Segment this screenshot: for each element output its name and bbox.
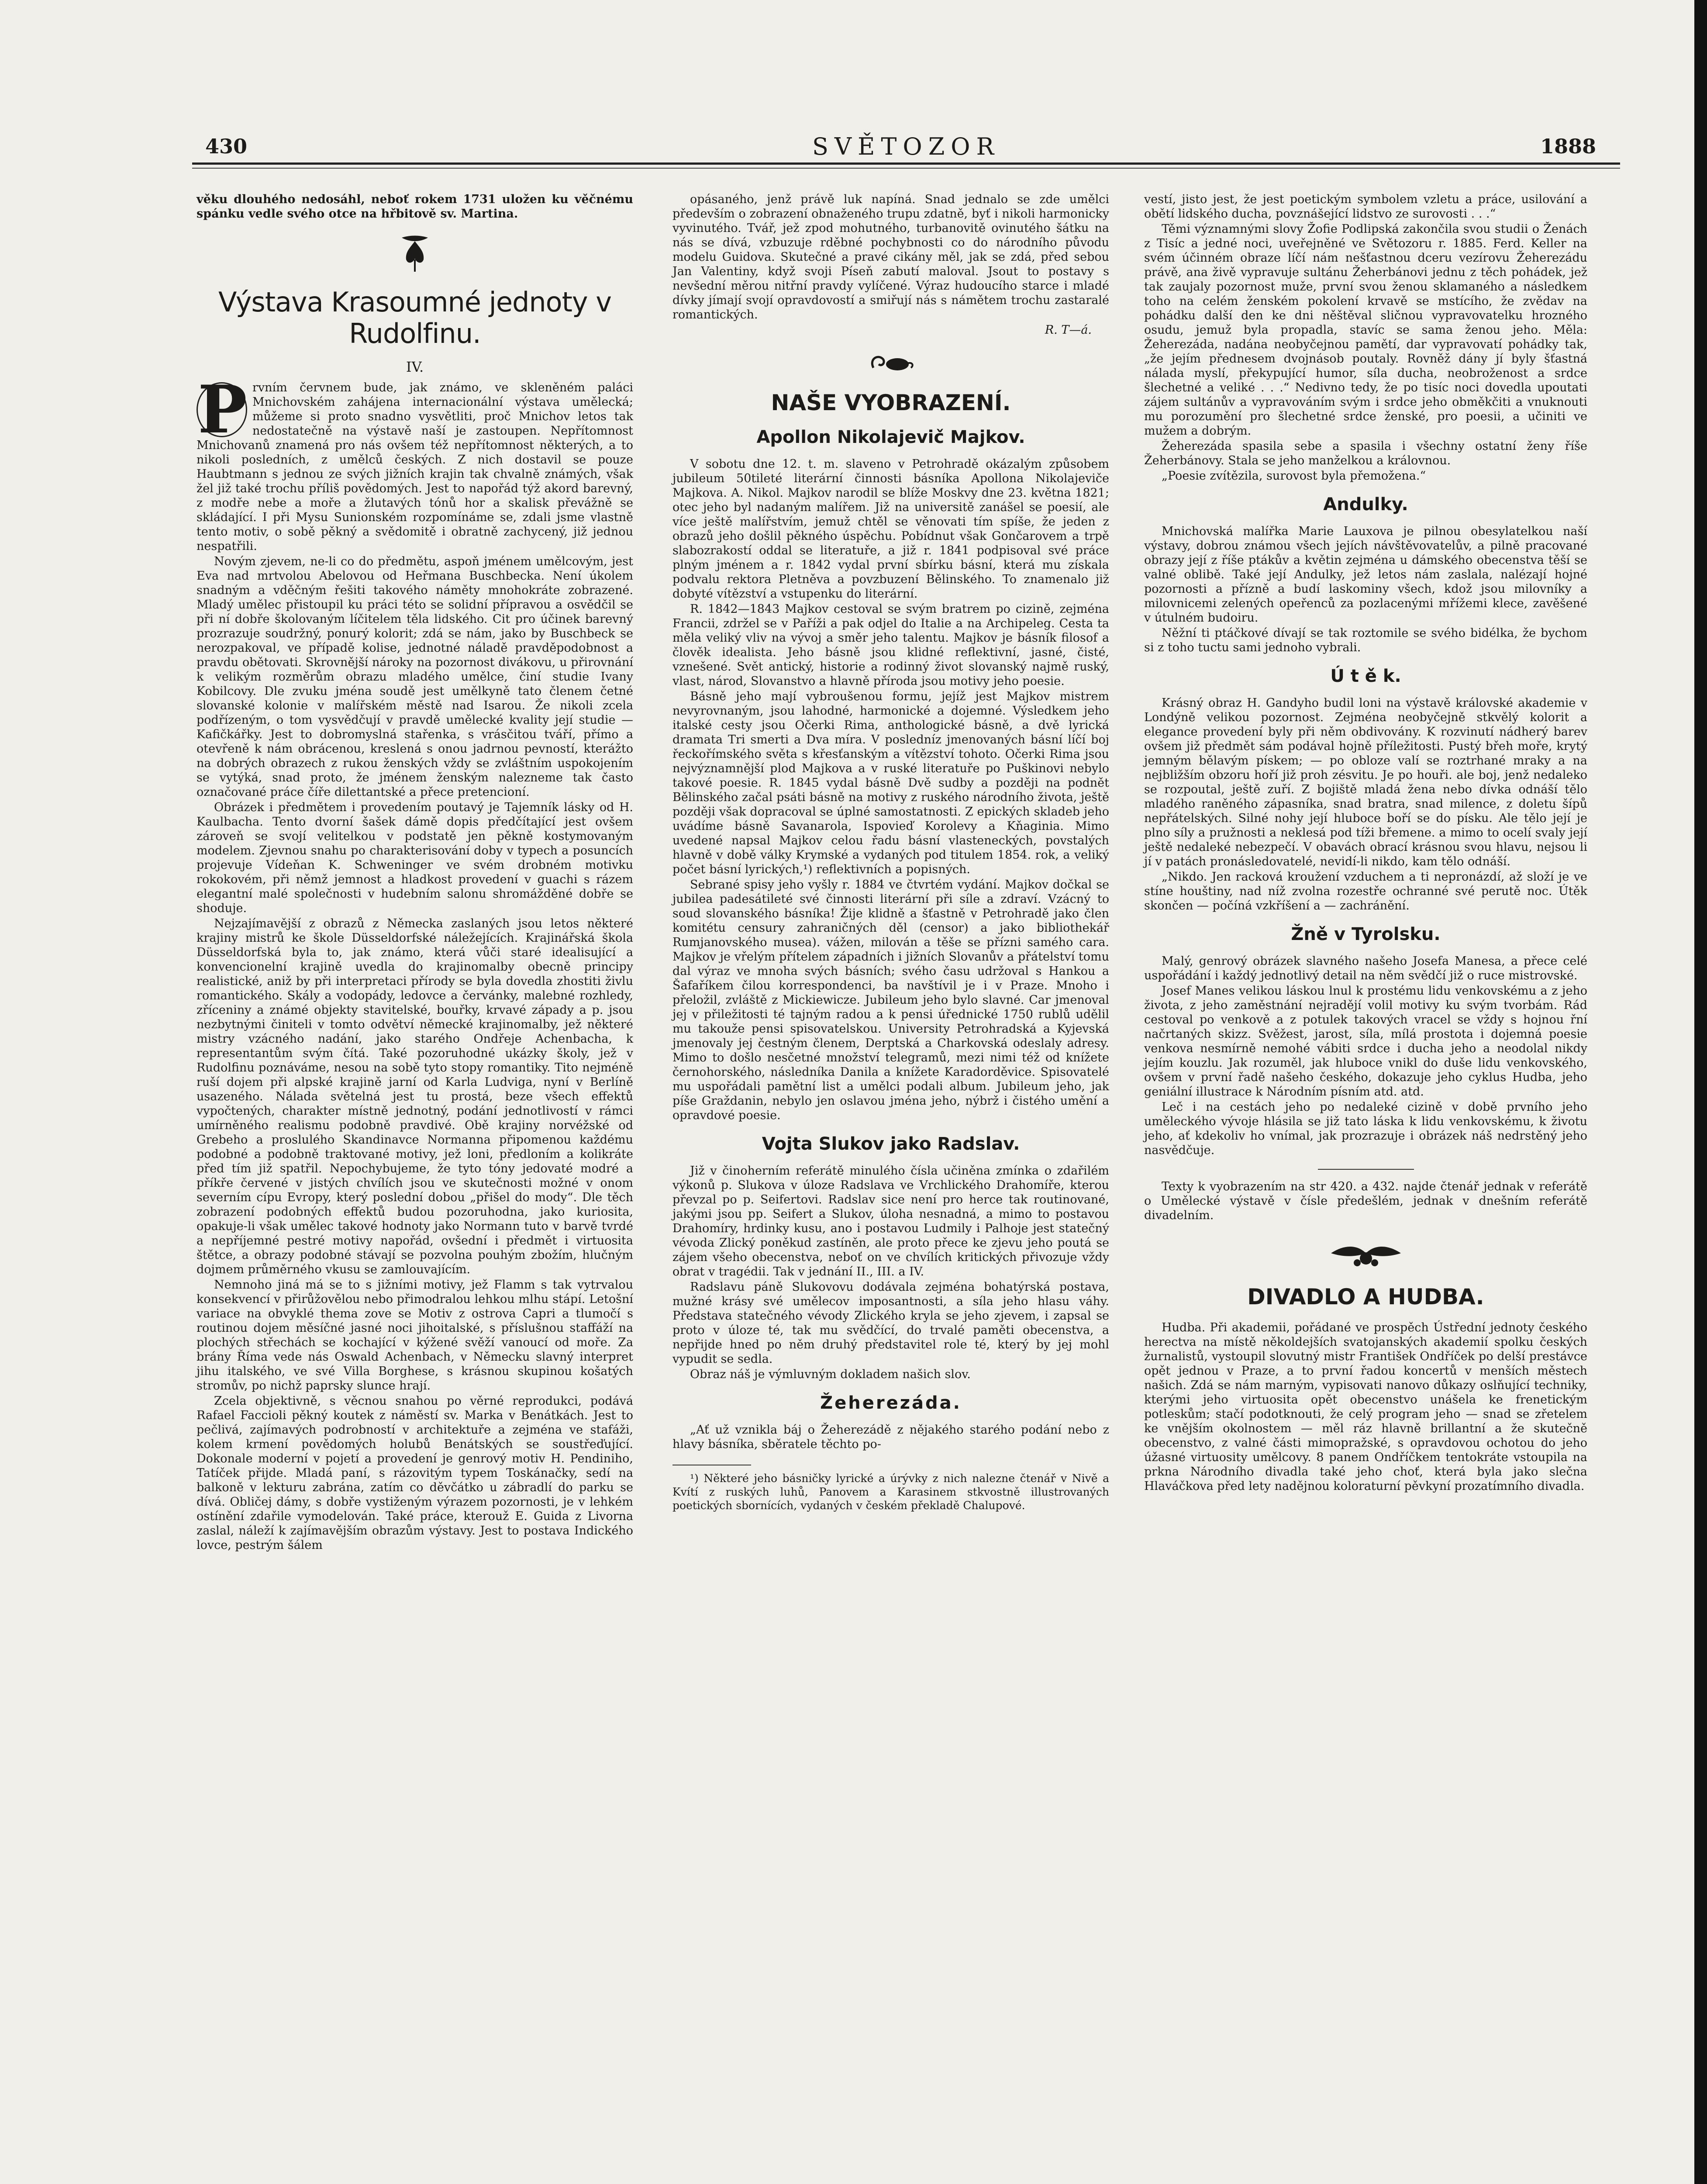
- author-signature: R. T—á.: [1045, 323, 1092, 337]
- paragraph: Básně jeho mají vybroušenou formu, jejíž jest Majkov mistrem nevyrovnaným, jsou lahodné, harmonické a dojemné. Výsledkem jeho italské cesty jsou Očerki Rima, anthologické básně, a dvě lyrická dramata Tri smerti a Dva míra. V posledníz jmenovaných básní líčí boj řeckořímského světa s křesťanským a vítězství tohoto. Očerki Rima jsou nejvýznamnější plod Majkova a v ruské literatuře po Puškinovi nebylo takové poesie. R. 1845 vydal básně Dvě sudby a později na podnět Bělinského začal psáti básně na motivy z ruského národního života, ještě později však dopracoval se úplné samostatnosti. Z epických skladeb jeho uvádíme básně Savanarola, Ispovieď Korolevy a Kňaginia. Mimo uvedené napsal Majkov celou řadu básní vlasteneckých, povstalých hlavně v době války Krymské a vydaných pod titulem 1854. rok, a veliký počet básní lyrických,¹) reflektivních a popisných.: [672, 690, 1109, 876]
- paragraph: Malý, genrový obrázek slavného našeho Josefa Manesa, a přece celé uspořádání i každý jednotlivý detail na něm svědčí již o ruce mistrovské.: [1144, 954, 1587, 982]
- paragraph: vestí, jisto jest, že jest poetickým symbolem vzletu a práce, usilování a obětí lidského ducha, povznášející lidstvo ze surovosti . . .“: [1144, 193, 1587, 221]
- subsection-title: Žeherezáda.: [820, 1393, 962, 1413]
- article-title: Výstava Krasoumné jednoty v Rudolfinu.: [218, 286, 611, 349]
- paragraph: Nejzajímavější z obrazů z Německa zaslaných jsou letos některé krajiny mistrů ke škole Düsseldorfské náležejících. Krajinářská škola Düsseldorfská byla to, jak známo, která vůči staré idealisující a konvencionelní krajině uvedla do krajinomalby obecně principy realistické, aniž by při interpretaci přírody se byla dovedla zhostiti živlu romantického. Skály a vodopády, ledovce a červánky, malebné rozhledy, zříceniny a známé objekty stavitelské, bouřky, krvavé západy a p. jsou nezbytnými činiteli v tomto odvětví německé krajinomalby, jež některé mistry vzácného nadání, jako starého Ondřeje Achenbacha, k representantům svým čítá. Také pozoruhodné ukázky školy, jež v Rudolfinu poznáváme, nesou na sobě tyto stopy romantiky. Tito nejméně ruší dojem při alpské krajině jarní od Karla Ludviga, nyní v Berlíně usazeného. Nálada světelná jest tu prostá, beze všech effektů vypočtených, charakter místně jednotný, podání jednotlivostí v rámci umírněného realismu podobně pravdivé. Obě krajiny norvéžské od Grebeho a proslulého Skandinavce Normanna připomenou každému podobné a podobně traktované motivy, jež loni, předloním a kolikráte před tím již spatřil. Nepochybujeme, že tyto tóny jedovaté modré a příkře červené v jistých chvílích jsou ve skutečnosti možné v onom severním cípu Evropy, který poslední dobou „přišel do mody“. Dle těch zobrazení podobných effektů budou pozoruhodna, jako kuriosita, opakuje-li však umělec takové hodnoty jako Normann tuto v barvě tvrdé a nepříjemné pestré motivy napořád, ovšední i předmět i virtuosita štětce, a obrazy podobné stávají se pozvolna pouhým zbožím, hlučným dojmem průměrného vkusu se zamlouvajícím.: [197, 917, 633, 1276]
- page-number: 430: [205, 135, 248, 158]
- divider: [1318, 1169, 1414, 1170]
- paragraph: Mnichovská malířka Marie Lauxova je pilnou obesylatelkou naší výstavy, dobrou známou všech jejích návštěvovatelův, a pilně pracované obrazy její z říše ptákův a květin zejména u dámského obecenstva těší se valné oblibě. Také její Andulky, jež letos nám zaslala, nalézají hojné pozornosti a přízně a budí laskominy všech, kdož jsou milovníky a milovnicemi zelených opeřenců za pozlacenými mřížemi klece, zavěšené v útulném budoiru.: [1144, 525, 1587, 625]
- section-title: NAŠE VYOBRAZENÍ.: [771, 390, 1011, 415]
- column-left: [197, 192, 633, 1553]
- column-middle: [672, 192, 1109, 1513]
- section-number: IV.: [406, 359, 424, 375]
- header-rule-thin: [192, 168, 1620, 169]
- section-title: DIVADLO A HUDBA.: [1247, 1284, 1484, 1310]
- paragraph: Žeherezáda spasila sebe a spasila i všechny ostatní ženy říše Žeherbánovy. Stala se jeho manželkou a královnou.: [1144, 439, 1587, 467]
- subsection-title: Apollon Nikolajevič Majkov.: [756, 427, 1025, 447]
- continued-text: věku dlouhého nedosáhl, neboť rokem 1731 uložen ku věčnému spánku vedle svého otce na hřbitově sv. Martina.: [197, 193, 633, 221]
- binding-edge: [1694, 0, 1707, 2184]
- paragraph: Josef Manes velikou láskou lnul k prostému lidu venkovskému a z jeho života, z jeho zaměstnání nejradějí volil motivy ku svým tvorbám. Rád cestoval po venkově a z potulek takových vracel se vždy s hojnou řní načrtaných skizz. Svěžest, jarost, síla, mílá prostota i dojemná poesie venkova nesmírně nemohé vábiti srdce i ducha jeho a neodolal nikdy jejím kouzlu. Jak rozuměl, jak hluboce vnikl do duše lidu venkovského, ovšem v první řadě našeho českého, dokazuje jeho cyklus Hudba, jeho geniální illustrace k Národním písním atd. atd.: [1144, 984, 1587, 1099]
- paragraph: Obraz náš je výmluvným dokladem našich slov.: [690, 1368, 971, 1381]
- subsection-title: Žně v Tyrolsku.: [1291, 924, 1441, 944]
- magazine-title: SVĚTOZOR: [812, 133, 1000, 160]
- paragraph: opásaného, jenž právě luk napíná. Snad jednalo se zde umělci především o zobrazení obnaženého trupu zdatně, byť i nikoli harmonicky vyvinutého. Tvář, jež zpod mohutného, turbanovitě ovinutého šátku na nás se dívá, vzbuzuje rděbné pochybnosti co do národního původu modelu Guidova. Skutečné a pravé cikány měl, jak se zdá, před sebou Jan Valentiny, když svoji Píseň zabutí maloval. Jsout to postavy s nevšední měrou nitřní pravdy vylíčené. Výraz hudoucího starce i mladé dívky jímají svojí opravdovostí a smiřují nás s námětem trochu zastaralé romantických.: [672, 193, 1109, 321]
- article-body: [197, 371, 633, 553]
- paragraph: Obrázek i předmětem i provedením poutavý je Tajemník lásky od H. Kaulbacha. Tento dvorní šašek dámě dopis předčítající jest ovšem zároveň se svojí velitelkou v podstatě jen pěkně kostymovaným modelem. Zjevnou snahu po charakterisování doby v typech a posuncích projevuje Vídeňan K. Schweninger ve svém drobném motivku rokokovém, při němž jemnost a hladkost provedení v guachi s rázem elegantní malé společnosti v hudebním salonu shromážděné dobře se shoduje.: [197, 801, 633, 915]
- ornament-leaf-icon: [197, 234, 633, 273]
- paragraph: Leč i na cestách jeho po nedaleké cizině v době prvního jeho uměleckého vývoje hlásila se již tato láska k lidu venkovskému, k životu jeho, ať kdekoliv ho vnímal, jak prozrazuje i obrázek náš nedrstěný jeho nasvědčuje.: [1144, 1100, 1587, 1157]
- paragraph: „Ať už vznikla báj o Žeherezádě z nějakého starého podání nebo z hlavy básníka, sběratele těchto po-: [672, 1423, 1109, 1451]
- paragraph: Zcela objektivně, s věcnou snahou po věrné reprodukci, podává Rafael Faccioli pěkný koutek z náměstí sv. Marka v Benátkách. Jest to pečlivá, zajímavých podrobností v architektuře a zejména ve stafáži, kolem krmení povědomých holubů Benátských se soustřeďující. Dokonale moderní v pojetí a provedení je genrový motiv H. Pendiniho, Tatíček přijde. Mladá paní, s rázovitým typem Toskánačky, sedí na balkoně v lekturu zabrána, zatím co děvčátko u zábradlí do parku se dívá. Obličej dámy, s dobře vystiženým výrazem pozornosti, je v lehkém ostínění zdařile vymodelován. Také práce, kterouž E. Guida z Livorna zaslal, náleží k zajímavějším obrazům výstavy. Jest to postava Indického lovce, pestrým šálem: [197, 1394, 633, 1552]
- paragraph: V sobotu dne 12. t. m. slaveno v Petrohradě okázalým způsobem jubileum 50tileté literární činnosti básníka Apollona Nikolajeviče Majkova. A. Nikol. Majkov narodil se blíže Moskvy dne 23. května 1821; otec jeho byl nadaným malířem. Již na universitě zanášel se poesií, ale více ještě malířstvím, jemuž chtěl se věnovati tím spíše, že jeden z obrazů jeho došlil pěkného úspěchu. Pobídnut však Gončarovem a trpě slabozrakostí oddal se literatuře, a již r. 1841 podpisoval své práce plným jménem a r. 1842 vydal první sbírku básní, která mu získala podvalu rektora Pletněva a povzbuzení Bělinského. To znamenalo již dobyté vítězství a vstupenku do literární.: [672, 457, 1109, 601]
- issue-year: 1888: [1540, 135, 1596, 158]
- paragraph: Sebrané spisy jeho vyšly r. 1884 ve čtvrtém vydání. Majkov dočkal se jubilea padesátileté své činnosti literární při síle a zdraví. Vzácný to soud slovanského básníka! Žije klidně a šťastně v Petrohradě jako člen komitétu censury zahraničných děl (censor) a jako bibliothekář Rumjanovského musea). vážen, milován a těše se přízni samého cara. Majkov je vřelým přítelem západních i jižních Slovanův a přátelství tomu dal výraz ve mnoha svých básních; svého času udržoval s Hankou a Šafaříkem čilou korrespondenci, ba navštívil je i v Praze. Mnoho i přeložil, zvláště z Mickiewicze. Jubileum jeho bylo slavné. Car jmenoval jej v přiležitosti té tajným radou a k pensi úřednické 1750 rublů udělil mu takouže pensi spisovatelskou. University Petrohradská a Kyjevská jmenovaly jej čestným členem, Derptská a Charkovská odeslaly adresy. Mimo to došlo nesčetné množství telegramů, mezi nimi též od knížete černohorského, následníka Danila a knížete Karadorděvice. Spisovatelé mu uspořádali pamětní list a umělci podali album. Jubileum jeho, jak píše Graždanin, nebylo jen oslavou jména jeho, nýbrž i čistého umění a opravdové poesie.: [672, 878, 1109, 1122]
- paragraph: Něžní ti ptáčkové dívají se tak roztomile se svého bidélka, že bychom si z toho tuctu sami jednoho vybrali.: [1144, 626, 1587, 654]
- paragraph: R. 1842—1843 Majkov cestoval se svým bratrem po cizině, zejména Francii, zdržel se v Paříži a pak odjel do Italie a na Archipeleg. Cesta ta měla veliký vliv na vývoj a směr jeho talentu. Majkov je básník filosof a člověk idealista. Jeho básně jsou klidné reflektivní, jasné, čisté, vznešené. Svět antický, historie a rodinný život slovanský najmě ruský, vlast, národ, Slovanstvo a hlavně příroda jsou motivy jeho poesie.: [672, 602, 1109, 688]
- paragraph: rvním červnem bude, jak známo, ve skleněném paláci Mnichovském zahájena internacionální výstava umělecká; můžeme si proto snadno vysvětliti, proč Mnichov letos tak nedostatečně na výstavě naší je zastoupen. Nepřítomnost Mnichovanů znamená pro nás ovšem též nepřítomnost některých, a to nikoli posledních, z umělců českých. Z nich dostavil se pouze Haubtmann s jednou ze svých jižních krajin tak chvalně známých, však žel již také trochu příliš povědomých. Jest to napořád týž akord barevný, z modře nebe a moře a žlutavých tónů hor a skalisk převážně se skládající. I při Mysu Sunionském rozpomínáme se, zdali jsme vlastně tento motiv, o sobě pěkný a svědomitě i obratně zachycený, již jednou nespatřili.: [197, 381, 633, 553]
- paragraph: Těmi významnými slovy Žofie Podlipská zakončila svou studii o Ženách z Tisíc a jedné noci, uveřejněné ve Světozoru r. 1885. Ferd. Keller na svém účinném obraze líčí nám nešťastnou dceru vezírovu Žeherezádu právě, ana živě vypravuje sultánu Žeherbánovi jednu z těch pohádek, jež tak zaujaly pozornost muže, první svou ženou sklamaného a následkem toho na celém ženském pokolení krvavě se mstícího, že zvědav na pohádku další den ke dni něštěval sličnou vypravovatelku hrozného osudu, jemuž byla propadla, stavíc se sama ženou jeho. Měla: Žeherezáda, nadána neobyčejnou pamětí, dar vypravovatí pohádky tak, „že jejím přednesem dvojnásob poutaly. Rovněž dány jí byly šťastná nálada myslí, překypující humor, síla ducha, neobroženost a srdce šlechetné a veliké . . .“ Nedivno tedy, že po tisíc noci dovedla upoutati zájem sultánův a vypravováním svým i srdce jeho obměkčiti a vnuknouti mu porozumění pro šlechetné srdce ženské, pro poesii, a učiniti ve mužem a dobrým.: [1144, 222, 1587, 438]
- paragraph: Již v činoherním referátě minulého čísla učiněna zmínka o zdařilém výkonů p. Slukova v úloze Radslava ve Vrchlického Drahomíře, kterou převzal po p. Seifertovi. Radslav sice není pro herce tak routinované, jakými jsou pp. Seifert a Slukov, úloha nesnadná, a mimo to postavou Drahomíry, hrdinky kusu, ano i postavou Ludmily i Palhoje jest statečný vévoda Zlický poněkud zastíněn, ale proto přece ke zjevu jeho poutá se zájem všeho obecenstva, neboť on ve chvílích kritických přivozuje vždy obrat v tragédii. Tak v jednání II., III. a IV.: [672, 1164, 1109, 1279]
- paragraph: Nemnoho jiná má se to s jižními motivy, jež Flamm s tak vytrvalou konsekvencí v přirůžovělou nebo přimodralou lehkou mlhu stápí. Letošní variace na obvyklé thema zove se Motiv z ostrova Capri a tlumočí s routinou dojem měsíčné jasné noci jihoitalské, s příslušnou staffáží na plochých střechách se kochající v kýžené svěží vanoucí od moře. Za brány Říma vede nás Oswald Achenbach, v Německu slavný interpret jihu italského, ve své Villa Borghese, s krásnou skupinou košatých stromův, po nichž paprsky slunce hrají.: [197, 1278, 633, 1393]
- drop-cap: P: [197, 382, 247, 437]
- paragraph: „Poesie zvítězila, surovost byla přemožena.“: [1162, 469, 1426, 483]
- paragraph: Novým zjevem, ne-li co do předmětu, aspoň jménem umělcovým, jest Eva nad mrtvolou Abelovou od Heřmana Buschbecka. Není úkolem snadným a vděčným řešiti takového náměty mnohokráte zobrazené. Mladý umělec přistoupil ku práci této se solidní přípravou a osvědčil se při ní dobře školovaným líčitelem těla lidského. Cit pro účinek barevný prozrazuje soudržný, ponurý kolorit; zdá se nám, jako by Buschbeck se nerozpakoval, ve případě kolise, jednotné náladě pravděpodobnost a pravdu obětovati. Skrovnější nároky na pozornost divákovu, u přirovnání k velikým rozměrům obrazu mladého umělce, činí studie Ivany Kobilcovy. Dle zvuku jména soudě jest umělkyně tato členem četné slovanské kolonie v malířském městě nad Isarou. Že nikoli zcela podřízeným, o tom vysvědčují v pravdě umělecké kvality její studie — Kafičkářky. Jest to dobromyslná stařenka, s vrásčitou tváří, přímo a otevřeně k nám obrácenou, kreslená s onou jadrnou pevností, kterážto na dobrých obrazech z rukou ženských vždy se zvláštním uspokojením se vytýká, snad proto, že jménem ženským nalezneme tak často označované práce číře dilettantské a přece pretencioní.: [197, 555, 633, 799]
- paragraph: Radslavu páně Slukovovu dodávala zejména bohatýrská postava, mužné krásy své umělecov imposantnosti, a síla jeho hlasu váhy. Představa statečného vévody Zlického kryla se jeho zjevem, i zapsal se proto v úloze té, tak mu svědčící, do trvalé paměti obecenstva, a nepřijde hned po něm druhý představitel role té, který by jej mohl vypudit se sedla.: [672, 1280, 1109, 1366]
- subsection-title: Vojta Slukov jako Radslav.: [762, 1134, 1020, 1154]
- paragraph: „Nikdo. Jen racková kroužení vzduchem a ti nepronázdí, až složí je ve stíne houštiny, nad níž zvolna rozestře ochranné své perutě noc. Útěk skončen — počíná vzkříšení a — zachránění.: [1144, 870, 1587, 912]
- column-right: [1144, 192, 1587, 1494]
- subsection-title: Ú t ě k.: [1330, 666, 1401, 686]
- ornament-leaves-icon: [1144, 1236, 1587, 1271]
- subsection-title: Andulky.: [1323, 494, 1408, 515]
- page-header: [188, 131, 1614, 162]
- paragraph: Hudba. Při akademii, pořádané ve prospěch Ústřední jednoty českého herectva na místě několdejších svatojanských akademií spolku českých žurnalistů, vystoupil slovutný mistr František Ondříček po delší prestávce opět jednou v Praze, a to první řadou koncertů v menších městech našich. Zdá se nám marným, vypisovati nanovo důkazy oslňující techniky, kterými jeho virtuosita opět obecenstvo unášela ke frenetickým potleskům; stačí podotknouti, že celý program jeho — snad se zřetelem ke vnějším okolnostem — měl ráz hlavně brillantní a že skutečně obecenstvo, z valné části mimopražské, s opravdovou ochotou do jeho úžasné virtuosity umělcovy. 8 panem Ondříčkem tentokráte vstoupila na prkna Národního divadla také jeho choť, která byla jako slečna Hlaváčkova před lety nadějnou koloraturní pěvkyní prozatímního divadla.: [1144, 1321, 1587, 1493]
- paragraph: Texty k vyobrazením na str 420. a 432. najde čtenář jednak v referátě o Umělecké výstavě v čísle předešlém, jednak v dnešním referátě divadelním.: [1144, 1180, 1587, 1222]
- header-rule-thick: [192, 162, 1620, 165]
- footnote: ¹) Některé jeho básničky lyrické a úrývky z nich nalezne čtenář v Nivě a Kvítí z ruských luhů, Panovem a Karasinem stkvostně illustrovaných poetických sbornících, vydaných v českém překladě Chalupové.: [672, 1472, 1109, 1512]
- ornament-flourish-icon: [672, 350, 1109, 377]
- paragraph: Krásný obraz H. Gandyho budil loni na výstavě královské akademie v Londýně velikou pozornost. Zejména neobyčejně stkvělý kolorit a elegance provedení byly při něm obdivovány. K rozvinutí nádherý barev ovšem již předmět sám podával hojně příležitosti. Pustý břeh moře, krytý jemným bělavým pískem; — po obloze valí se roztrhané mraky a na nejbližším obzoru hoří již proh zésvitu. Je po houři. ale boj, jenž nedaleko se rozpoutal, ještě zuří. Z bojiště mladá žena nebo dívka odnáší tělo mladého raněného zápasníka, snad bratra, snad milence, z doletu šípů nepřátelských. Silné nohy její hluboce boří se do písku. Ale tělo její je plno síly a pružnosti a neklesá pod tíži břemene. a mimo to ocelí svaly její ještě nedaleké nebezpečí. V obavách obrací krásnou svou hlavu, nejsou li jí v patách pronásledovatelé, nevidí-li nikdo, kam tělo odnáší.: [1144, 696, 1587, 868]
